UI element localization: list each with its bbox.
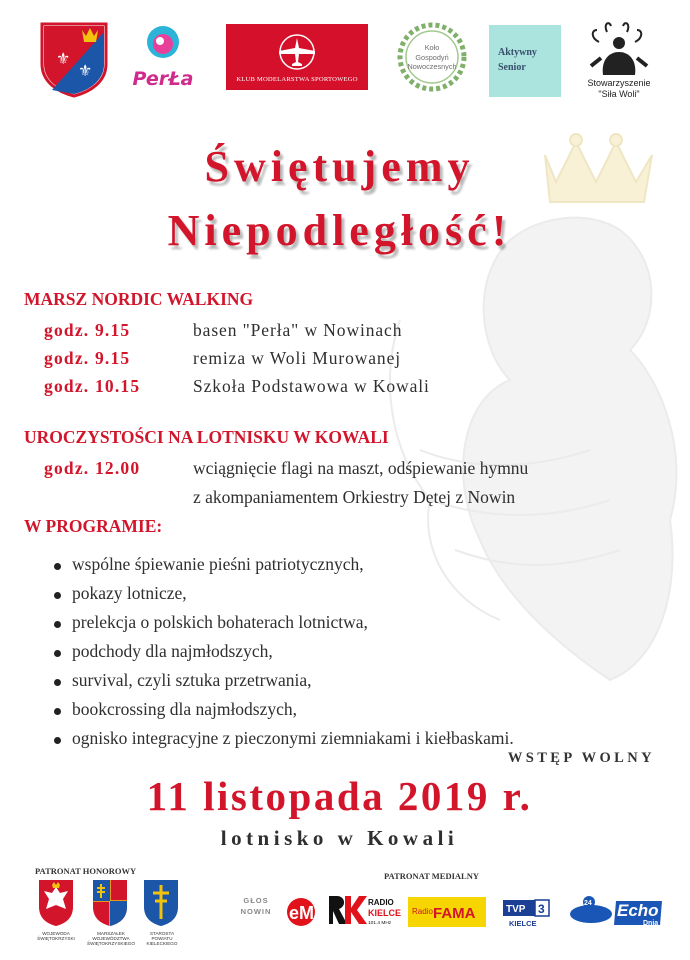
bullet-icon [54,592,61,599]
schedule-place: Szkoła Podstawowa w Kowali [193,376,430,396]
pearl-icon [118,20,208,70]
list-item: pokazy lotnicze, [54,583,514,612]
headline-line-1: Świętujemy [204,142,475,191]
ceremony-description-line: z akompaniamentem Orkiestry Dętej z Nowin [193,487,516,507]
marszalek-crest-icon [90,877,130,927]
list-item: ognisko integracyjne z pieczonymi ziemniakami i kiełbaskami. [54,728,514,757]
senior-text: Senior [498,62,526,73]
wojewoda-eagle-crest-icon [36,877,76,927]
schedule-place: remiza w Woli Murowanej [193,348,402,368]
bullet-icon [54,679,61,686]
media-patronage-heading: PATRONAT MEDIALNY [384,871,479,881]
crest-caption: MARSZAŁEK WOJEWÓDZTWA ŚWIĘTOKRZYSKIEGO [87,931,135,947]
svg-text:101.4 MHz: 101.4 MHz [368,921,392,926]
svg-text:Radio: Radio [412,907,433,916]
list-item: wspólne śpiewanie pieśni patriotycznych, [54,554,514,583]
radio-em-logo [283,894,327,926]
echo24-logo [568,895,614,925]
glos-nowin-logo: GŁOS NOWIN [240,896,272,916]
program-list [54,554,514,757]
airplane-icon [271,32,323,72]
schedule-time: godz. 9.15 [44,320,131,340]
honorary-patronage-heading: PATRONAT HONOROWY [35,866,137,876]
radio-kielce-logo [327,892,402,928]
svg-text:FAMA: FAMA [433,905,476,922]
aktywny-text: Aktywny [498,47,537,58]
radio-fama-logo [408,897,486,927]
meditating-figure-icon [577,20,661,78]
kolo-gospodyn-text: Koło Gospodyń Nowoczesnych [407,43,457,71]
bullet-icon [54,650,61,657]
crest-caption: STAROSTA POWIATU KIELECKIEGO [146,931,178,947]
gmina-coat-of-arms-logo [38,20,110,98]
bullet-icon [54,708,61,715]
kolo-gospodyn-logo [393,18,471,96]
svg-text:eM: eM [289,903,315,923]
free-entry-note: WSTĘP WOLNY [507,750,655,766]
aktywny-senior-logo [489,25,561,97]
klub-modelarstwa-text: KLUB MODELARSTWA SPORTOWEGO [236,76,358,83]
schedule-place: basen "Perła" w Nowinach [193,320,403,340]
headline-line-2: Niepodległość! [167,206,512,255]
schedule-time: godz. 12.00 [44,458,141,478]
ceremony-description-line: wciągnięcie flagi na maszt, odśpiewanie hymnu [193,458,529,478]
schedule-time: godz. 10.15 [44,376,141,396]
svg-text:Echo: Echo [617,901,659,920]
bullet-icon [54,563,61,570]
section-heading-uroczystosci: UROCZYSTOŚCI NA LOTNISKU W KOWALI [24,427,389,447]
section-heading-marsz: MARSZ NORDIC WALKING [24,289,254,309]
event-date: 11 listopada 2019 r. [146,773,533,819]
perla-logo [118,20,208,96]
crest-caption: WOJEWODA ŚWIĘTOKRZYSKI [37,931,75,942]
event-place: lotnisko w Kowali [220,826,459,850]
svg-text:24: 24 [584,900,592,907]
svg-text:KIELCE: KIELCE [368,908,402,918]
svg-text:RADIO: RADIO [368,898,394,907]
list-item: survival, czyli sztuka przetrwania, [54,670,514,699]
svg-text:3: 3 [538,902,545,916]
perla-logo-text: PerŁa [132,68,194,90]
bullet-icon [54,737,61,744]
echo-dnia-logo [614,897,666,929]
svg-text:⚜: ⚜ [56,49,71,68]
bullet-icon [54,621,61,628]
section-heading-program: W PROGRAMIE: [24,516,163,536]
svg-text:⚜: ⚜ [78,61,93,80]
starosta-crest-icon [141,877,181,927]
list-item: prelekcja o polskich bohaterach lotnictwa, [54,612,514,641]
sila-woli-logo [577,20,661,104]
svg-text:KIELCE: KIELCE [509,919,537,928]
schedule-time: godz. 9.15 [44,348,131,368]
svg-text:TVP: TVP [506,904,526,915]
list-item: bookcrossing dla najmłodszych, [54,699,514,728]
klub-modelarstwa-logo [226,24,368,90]
svg-text:Dnia: Dnia [643,920,659,927]
tvp3-kielce-logo [501,898,551,928]
sila-woli-text: Stowarzyszenie "Siła Woli" [587,78,651,99]
list-item: podchody dla najmłodszych, [54,641,514,670]
